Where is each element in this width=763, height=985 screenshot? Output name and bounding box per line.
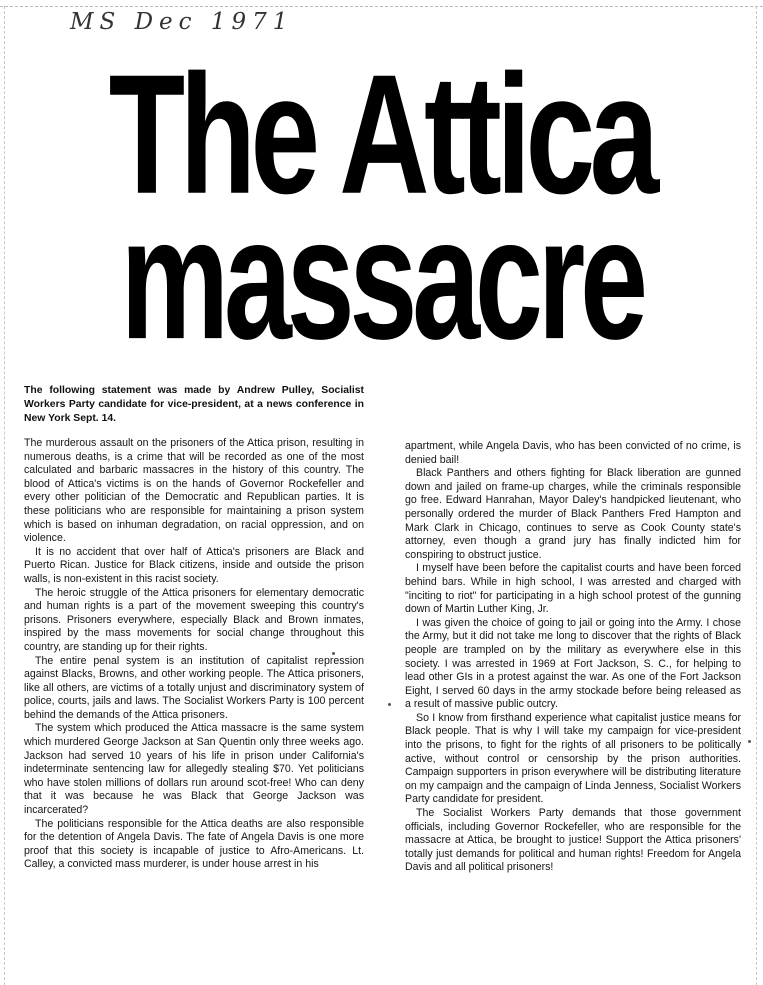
paragraph: So I know from firsthand experience what capitalist justice means for Black people. That is why I will take my campaign for vice-president into the prisons, to fight for the rights of all prisoners to be politically active, without control or censorship by the prison authorities. Campaign supporters in prison everywhere will be distributing literature on my campaign and the campaign of Linda Jenness, Socialist Workers Party candidate for president. <box>405 711 741 806</box>
paragraph: apartment, while Angela Davis, who has been convicted of no crime, is denied bail! <box>405 440 741 466</box>
headline-text-1: The Attica <box>109 39 654 229</box>
print-speck <box>332 652 335 655</box>
paragraph: Black Panthers and others fighting for Black liberation are gunned down and jailed on frame-up charges, while the criminals responsible go free. Edward Hanrahan, Mayor Daley's handpicked lieutenant, who personally ordered the murder of Black Panthers Fred Hampton and Mark Clark in Chicago, continues to serve as Cook County state's attorney, even though a grand jury has finally indicted him for conspiring to obstruct justice. <box>405 467 741 561</box>
paragraph: It is no accident that over half of Attica's prisoners are Black and Puerto Rican. Justice for Black citizens, inside and outside the prison walls, is non-existent in this racist society. <box>24 545 364 585</box>
paragraph: I was given the choice of going to jail or going into the Army. I chose the Army, but it did not take me long to discover that the rights of Black people are trampled on by the military as everywhere else in this society. I was arrested in 1969 at Fort Jackson, S. C., for helping to lead other GIs in a protest against the war. As one of the Fort Jackson Eight, I served 60 days in the army stockade before being released as a result of massive public outcry. <box>405 616 741 711</box>
headline-line-2 <box>0 182 763 376</box>
print-speck <box>748 740 751 743</box>
article-column-right <box>405 440 741 875</box>
handwritten-date-note: MS Dec 1971 <box>70 9 294 35</box>
page-border-top <box>0 6 763 7</box>
intro-statement: The following statement was made by Andrew Pulley, Socialist Workers Party candidate for vice-president, at a news conference in New York Sept. 14. <box>24 385 364 424</box>
headline-text-2: massacre <box>120 182 643 376</box>
paragraph: The Socialist Workers Party demands that those government officials, including Governor Rockefeller, who are responsible for the massacre at Attica, be brought to justice! Support the Attica prisoners' totally just demands for political and human rights! Freedom for Angela Davis and all political prisoners! <box>405 807 741 874</box>
paragraph: The entire penal system is an institution of capitalist repression against Blacks, Browns, and other working people. The Attica prisoners, like all others, are victims of a totally unjust and discriminatory system of police, courts, jails and laws. The Socialist Workers Party is 100 percent behind the demands of the Attica prisoners. <box>24 654 364 721</box>
print-speck <box>388 703 391 706</box>
paragraph: The system which produced the Attica massacre is the same system which murdered George Jackson at San Quentin only three weeks ago. Jackson had served 10 years of his life in prison under California's indeterminate sentencing law for allegedly stealing $70. Yet politicians who have stolen millions of dollars run around scot-free! Who can deny that it was because he was Black that George Jackson was incarcerated? <box>24 722 364 817</box>
paragraph: The politicians responsible for the Attica deaths are also responsible for the detention of Angela Davis. The fate of Angela Davis is one more proof that this society is incapable of justice to Afro-Americans. Lt. Calley, a convicted mass murderer, is under house arrest in his <box>24 817 364 871</box>
paragraph: The heroic struggle of the Attica prisoners for elementary democratic and human rights is a part of the movement sweeping this country's prisons. Prisoners everywhere, especially Black and Brown inmates, inspired by the mass movements for social change throughout this country, are standing up for their rights. <box>24 586 364 653</box>
paragraph: The murderous assault on the prisoners of the Attica prison, resulting in numerous deaths, is a crime that will be recorded as one of the most calculated and barbaric massacres in the history of this country. The blood of Attica's victims is on the hands of Governor Rockefeller and every other politician of the Democratic and Republican parties. It is these politicians who are responsible for maintaining a prison system which is based on inhuman degradation, on racial oppression, and on violence. <box>24 437 364 545</box>
headline-line-1 <box>0 39 763 229</box>
paragraph: I myself have been before the capitalist courts and have been forced behind bars. While in high school, I was arrested and charged with "inciting to riot" for participating in a high school protest of the gunning down of Martin Luther King, Jr. <box>405 562 741 616</box>
article-column-left <box>24 437 364 872</box>
